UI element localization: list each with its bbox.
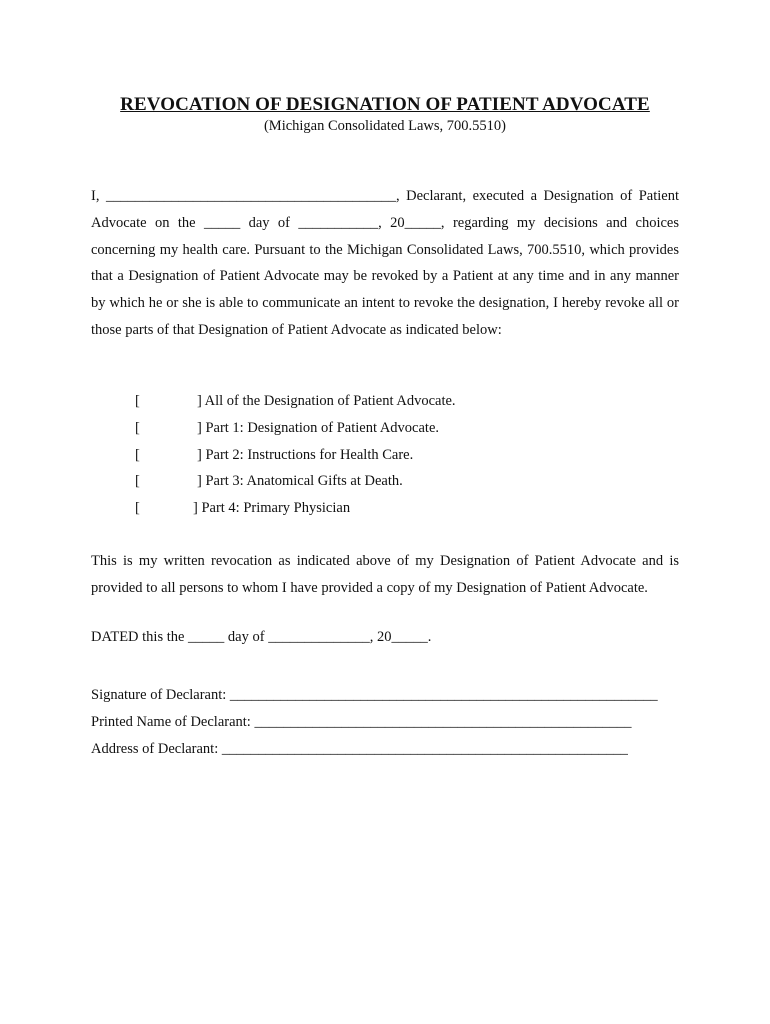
checklist-item-part-1 — [135, 415, 635, 442]
checklist-label: ] Part 4: Primary Physician — [193, 500, 351, 517]
checklist-item-part-3 — [135, 468, 635, 495]
dated-line[interactable]: DATED this the _____ day of ______________, 20_____. — [91, 629, 432, 645]
checklist-item-part-2 — [135, 442, 635, 469]
checklist-label: ] Part 2: Instructions for Health Care. — [197, 446, 414, 463]
checklist-label: ] Part 1: Designation of Patient Advocate. — [197, 419, 440, 436]
checkbox-bracket[interactable]: [ — [135, 500, 140, 517]
checklist-label: ] All of the Designation of Patient Advocate. — [197, 393, 456, 409]
document-title: REVOCATION OF DESIGNATION OF PATIENT ADVOCATE — [120, 94, 650, 115]
checkbox-bracket[interactable]: [ — [135, 473, 140, 490]
revocation-checklist — [135, 388, 635, 522]
signature-block — [91, 682, 658, 762]
checkbox-bracket[interactable]: [ — [135, 419, 140, 436]
address-line[interactable]: Address of Declarant: ________________________________________________________ — [91, 740, 628, 757]
printed-name-line[interactable]: Printed Name of Declarant: ____________________________________________________ — [91, 713, 632, 730]
written-revocation-paragraph: This is my written revocation as indicated above of my Designation of Patient Advocate and is provided to all persons to whom I have provided a copy of my Designation of Patient Advocate. — [91, 553, 679, 596]
checklist-label: ] Part 3: Anatomical Gifts at Death. — [197, 473, 403, 490]
declaration-paragraph: I, ________________________________________, Declarant, executed a Designation of Patient Advocate on the _____ day of ___________, 20_____, regarding my decisions and choices concerning my health care. Pursuant to the Michigan Consolidated Laws, 700.5510, which provides that a Designation of Patient Advocate may be revoked by a Patient at any time and in any manner by which he or she is able to communicate an intent to revoke the designation, I hereby revoke all or those parts of that Designation of Patient Advocate as indicated below: — [91, 188, 679, 338]
checkbox-bracket[interactable]: [ — [135, 446, 140, 463]
checklist-item-all — [135, 388, 635, 415]
checkbox-bracket[interactable]: [ — [135, 393, 140, 409]
signature-line[interactable]: Signature of Declarant: ___________________________________________________________ — [91, 687, 658, 703]
document-subtitle: (Michigan Consolidated Laws, 700.5510) — [263, 118, 507, 134]
checklist-item-part-4 — [135, 495, 635, 522]
